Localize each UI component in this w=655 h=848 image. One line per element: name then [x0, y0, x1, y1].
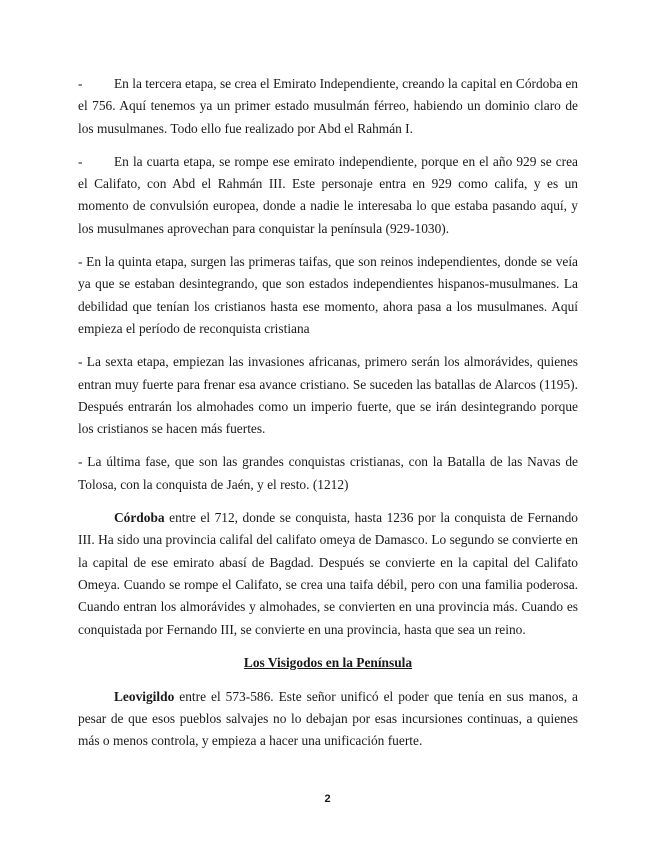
paragraph-text: - La sexta etapa, empiezan las invasiones africanas, primero serán los almorávides, quienes entran muy fuerte para frenar esa avance cristiano. Se suceden las batallas de Alarcos (1195). Después entrarán los almohades como un imperio fuerte, que se irán desintegrando porque los cristianos se hacen más fuertes. — [78, 354, 578, 437]
section-heading: Los Visigodos en la Península — [243, 654, 413, 670]
bullet-marker: - — [78, 153, 83, 169]
paragraph-sexta-etapa — [78, 351, 578, 440]
paragraph-text: entre el 573-586. Este señor unificó el poder que tenía en sus manos, a pesar de que esos pueblos salvajes no lo debajan por esas incursiones continuas, a quienes más o menos controla, y empieza a hacer una unificación fuerte. — [78, 688, 578, 749]
bold-term: Leovigildo — [114, 688, 175, 704]
paragraph-cordoba — [78, 507, 578, 641]
bold-term: Córdoba — [114, 510, 165, 526]
paragraph-text: En la tercera etapa, se crea el Emirato Independiente, creando la capital en Córdoba en el 756. Aquí tenemos ya un primer estado musulmán férreo, habiendo un dominio claro de los musulmanes. Todo ello fue realizado por Abd el Rahmán I. — [78, 76, 578, 136]
paragraph-text: En la cuarta etapa, se rompe ese emirato independiente, porque en el año 929 se crea el Califato, con Abd el Rahmán III. Este personaje entra en 929 como califa, y es un momento de convulsión europea, donde a nadie le interesaba lo que estaba pasando aquí, y los musulmanes aprovechan para conquistar la península (929-1030). — [78, 153, 578, 236]
page-number: 2 — [324, 793, 331, 805]
paragraph-text: entre el 712, donde se conquista, hasta 1236 por la conquista de Fernando III. Ha sido una provincia califal del califato omeya de Damasco. Lo segundo se convierte en la capital de ese emirato abasí de Bagdad. Después se convierte en la capital del Califato Omeya. Cuando se rompe el Califato, se crea una taifa débil, pero con una familia poderosa. Cuando entran los almorávides y almohades, se convierten en una provincia más. Cuando es conquistada por Fernando III, se convierte en una provincia, hasta que sea un reino. — [78, 510, 578, 637]
document-page — [78, 73, 578, 764]
paragraph-cuarta-etapa — [78, 151, 578, 240]
paragraph-text: - En la quinta etapa, surgen las primeras taifas, que son reinos independientes, donde se veía ya que se estaban desintegrando, que son estados independientes hispanos-musulmanes. La debilidad que tenían los cristianos hasta ese momento, ahora pasa a los musulmanes. Aquí empieza el período de reconquista cristiana — [78, 254, 578, 336]
paragraph-ultima-fase — [78, 451, 578, 496]
paragraph-tercera-etapa — [78, 73, 578, 140]
paragraph-text: - La última fase, que son las grandes conquistas cristianas, con la Batalla de las Navas de Tolosa, con la conquista de Jaén, y el resto. (1212) — [78, 454, 578, 492]
paragraph-quinta-etapa — [78, 251, 578, 340]
paragraph-leovigildo — [78, 686, 578, 753]
bullet-marker: - — [78, 76, 83, 91]
